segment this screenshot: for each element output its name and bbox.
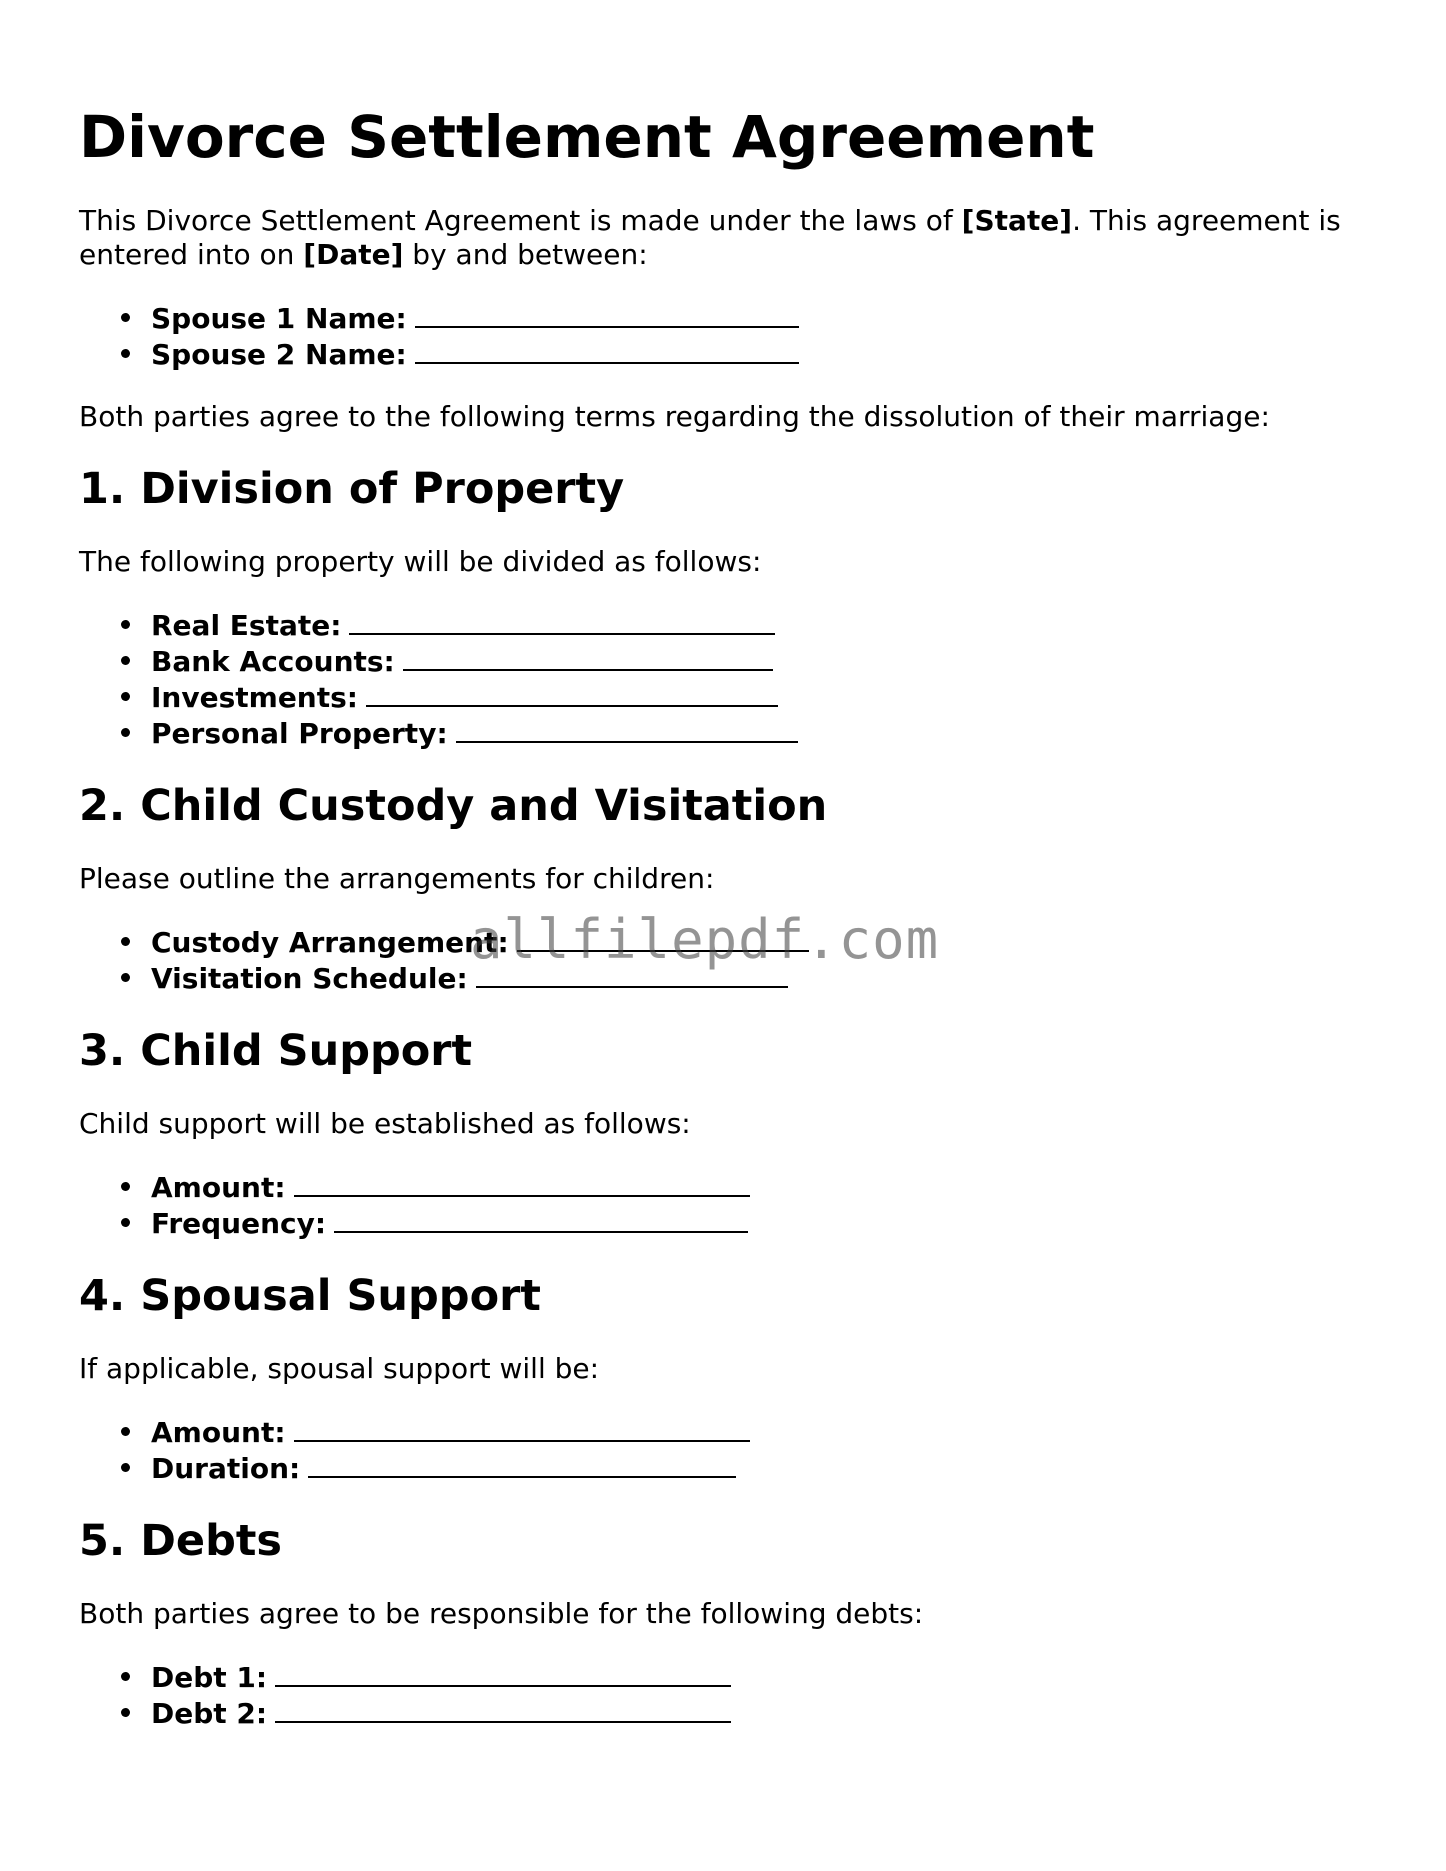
field-label: Custody Arrangement:	[151, 926, 509, 959]
intro-text-3: by and between:	[403, 238, 648, 271]
section-list	[79, 1169, 1379, 1241]
spouse-2-blank[interactable]	[415, 336, 799, 364]
field-label: Visitation Schedule:	[151, 962, 468, 995]
child-support-amount-blank[interactable]	[294, 1169, 750, 1197]
list-item	[151, 336, 1379, 372]
list-item	[151, 1695, 1379, 1731]
state-placeholder: [State]	[961, 204, 1073, 237]
field-label: Debt 2:	[151, 1697, 268, 1730]
section-text: Child support will be established as follows:	[79, 1107, 691, 1140]
section-heading: 1. Division of Property	[79, 464, 625, 514]
child-support-frequency-blank[interactable]	[334, 1205, 748, 1233]
personal-property-blank[interactable]	[456, 715, 798, 743]
list-item	[151, 607, 1379, 643]
list-item	[151, 1205, 1379, 1241]
section-text: The following property will be divided as follows:	[79, 545, 762, 578]
list-item	[151, 715, 1379, 751]
document-title: Divorce Settlement Agreement	[79, 103, 1095, 171]
real-estate-blank[interactable]	[349, 607, 775, 635]
field-label: Frequency:	[151, 1207, 327, 1240]
spousal-support-amount-blank[interactable]	[294, 1414, 750, 1442]
list-item	[151, 1450, 1379, 1486]
section-list	[79, 1659, 1379, 1731]
field-label: Real Estate:	[151, 609, 342, 642]
spouse-1-label: Spouse 1 Name:	[151, 302, 407, 335]
list-item	[151, 643, 1379, 679]
section-heading: 4. Spousal Support	[79, 1271, 541, 1321]
field-label: Investments:	[151, 681, 358, 714]
section-heading: 3. Child Support	[79, 1026, 473, 1076]
list-item	[151, 300, 1379, 336]
field-label: Duration:	[151, 1452, 301, 1485]
list-item	[151, 1169, 1379, 1205]
intro-text-1: This Divorce Settlement Agreement is made under the laws of	[79, 204, 962, 237]
list-item	[151, 1659, 1379, 1695]
section-list	[79, 607, 1379, 751]
list-item	[151, 1414, 1379, 1450]
field-label: Debt 1:	[151, 1661, 268, 1694]
spouse-2-label: Spouse 2 Name:	[151, 338, 407, 371]
field-label: Amount:	[151, 1416, 286, 1449]
section-text: If applicable, spousal support will be:	[79, 1352, 600, 1385]
debt-1-blank[interactable]	[275, 1659, 731, 1687]
list-item	[151, 679, 1379, 715]
date-placeholder: [Date]	[303, 238, 404, 271]
section-text: Please outline the arrangements for children:	[79, 862, 715, 895]
spousal-support-duration-blank[interactable]	[308, 1450, 736, 1478]
intro-text-2: . This agreement is entered into on	[79, 204, 1341, 271]
debt-2-blank[interactable]	[275, 1695, 731, 1723]
spouse-1-blank[interactable]	[415, 300, 799, 328]
investments-blank[interactable]	[366, 679, 778, 707]
watermark-text: allfilepdf.com	[470, 908, 940, 971]
bank-accounts-blank[interactable]	[403, 643, 773, 671]
section-heading: 5. Debts	[79, 1516, 283, 1566]
agree-paragraph: Both parties agree to the following terms regarding the dissolution of their marriage:	[79, 400, 1270, 433]
section-list	[79, 1414, 1379, 1486]
field-label: Bank Accounts:	[151, 645, 395, 678]
field-label: Personal Property:	[151, 717, 448, 750]
section-heading: 2. Child Custody and Visitation	[79, 781, 828, 831]
intro-paragraph	[79, 204, 1379, 272]
parties-list	[79, 300, 1379, 372]
field-label: Amount:	[151, 1171, 286, 1204]
section-text: Both parties agree to be responsible for the following debts:	[79, 1597, 924, 1630]
